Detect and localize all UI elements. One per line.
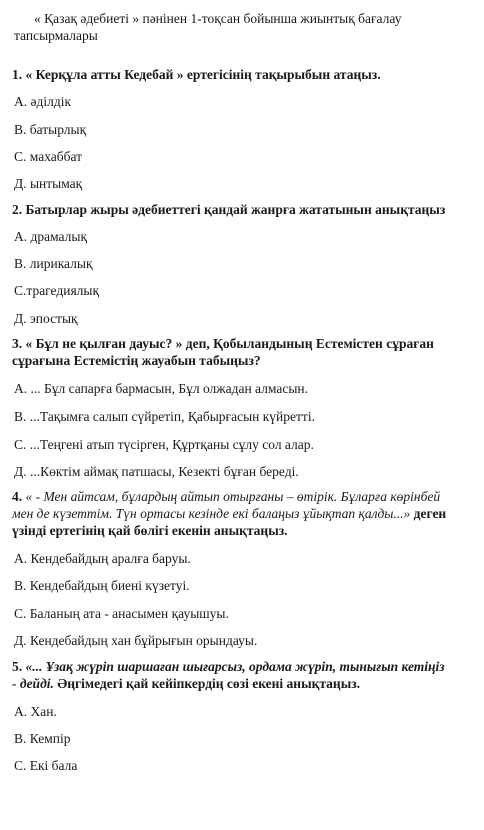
question-3-line-2: сұрағына Естемістің жауабын табыңыз?: [12, 353, 261, 368]
q4-option-d: Д. Кендебайдың хан бұйрығын орындауы.: [14, 633, 258, 648]
question-5-line-1: 5. «... Ұзақ жүріп шаршаған шығарсыз, ордама жүріп, тынығып кетіңіз: [12, 659, 445, 674]
q2-option-c: С.трагедиялық: [14, 283, 100, 298]
question-2: 2. Батырлар жыры әдебиеттегі қандай жанрға жататынын анықтаңыз: [12, 202, 446, 217]
question-4-line-2: мен де күзеттім. Түн ортасы кезінде екі балаңыз ұйықтап қалды...» деген: [12, 506, 447, 521]
question-1: 1. « Керқұла атты Кедебай » ертегісінің тақырыбын атаңыз.: [12, 67, 381, 82]
q4-option-c: С. Баланың ата - анасымен қауышуы.: [14, 606, 229, 621]
header-line-2: тапсырмалары: [14, 28, 98, 43]
q3-option-c: С. ...Теңгені атып түсірген, Құртқаны сұлу сол алар.: [14, 437, 314, 452]
q3-option-b: В. ...Тақымға салып сүйретіп, Қабырғасын күйретті.: [14, 409, 315, 424]
question-4-line-1: 4. « - Мен айтсам, бұлардың айтып отырғаны – өтірік. Бұларға көрінбей: [12, 489, 441, 504]
q2-option-a: А. драмалық: [14, 229, 88, 244]
question-3-line-1: 3. « Бұл не қылған дауыс? » деп, Қобыландының Естемістен сұраған: [12, 336, 434, 351]
page-header: [14, 10, 480, 44]
q3-option-a: А. ... Бұл сапарға бармасын, Бұл олжадан алмасын.: [14, 381, 308, 396]
q3-option-d: Д. ...Көктім аймақ патшасы, Кезекті бұған береді.: [14, 464, 299, 479]
q2-option-b: В. лирикалық: [14, 256, 93, 271]
q2-option-d: Д. эпостық: [14, 311, 78, 326]
q1-option-b: В. батырлық: [14, 122, 87, 137]
q1-option-a: А. әділдік: [14, 94, 72, 109]
q5-option-b: В. Кемпір: [14, 731, 71, 746]
q1-option-d: Д. ынтымақ: [14, 176, 83, 191]
q4-option-b: В. Кендебайдың биені күзетуі.: [14, 578, 190, 593]
q5-option-c: С. Екі бала: [14, 758, 78, 773]
question-5-line-2: - дейді. Әңгімедегі қай кейіпкердің сөзі екені анықтаңыз.: [12, 676, 361, 691]
question-4-line-3: үзінді ертегінің қай бөлігі екенін анықтаңыз.: [12, 523, 288, 538]
q5-option-a: А. Хан.: [14, 704, 57, 719]
header-line-1: « Қазақ әдебиеті » пәнінен 1-тоқсан бойынша жиынтық бағалау: [34, 11, 402, 26]
q4-option-a: А. Кендебайдың аралға баруы.: [14, 551, 191, 566]
q1-option-c: С. махаббат: [14, 149, 83, 164]
